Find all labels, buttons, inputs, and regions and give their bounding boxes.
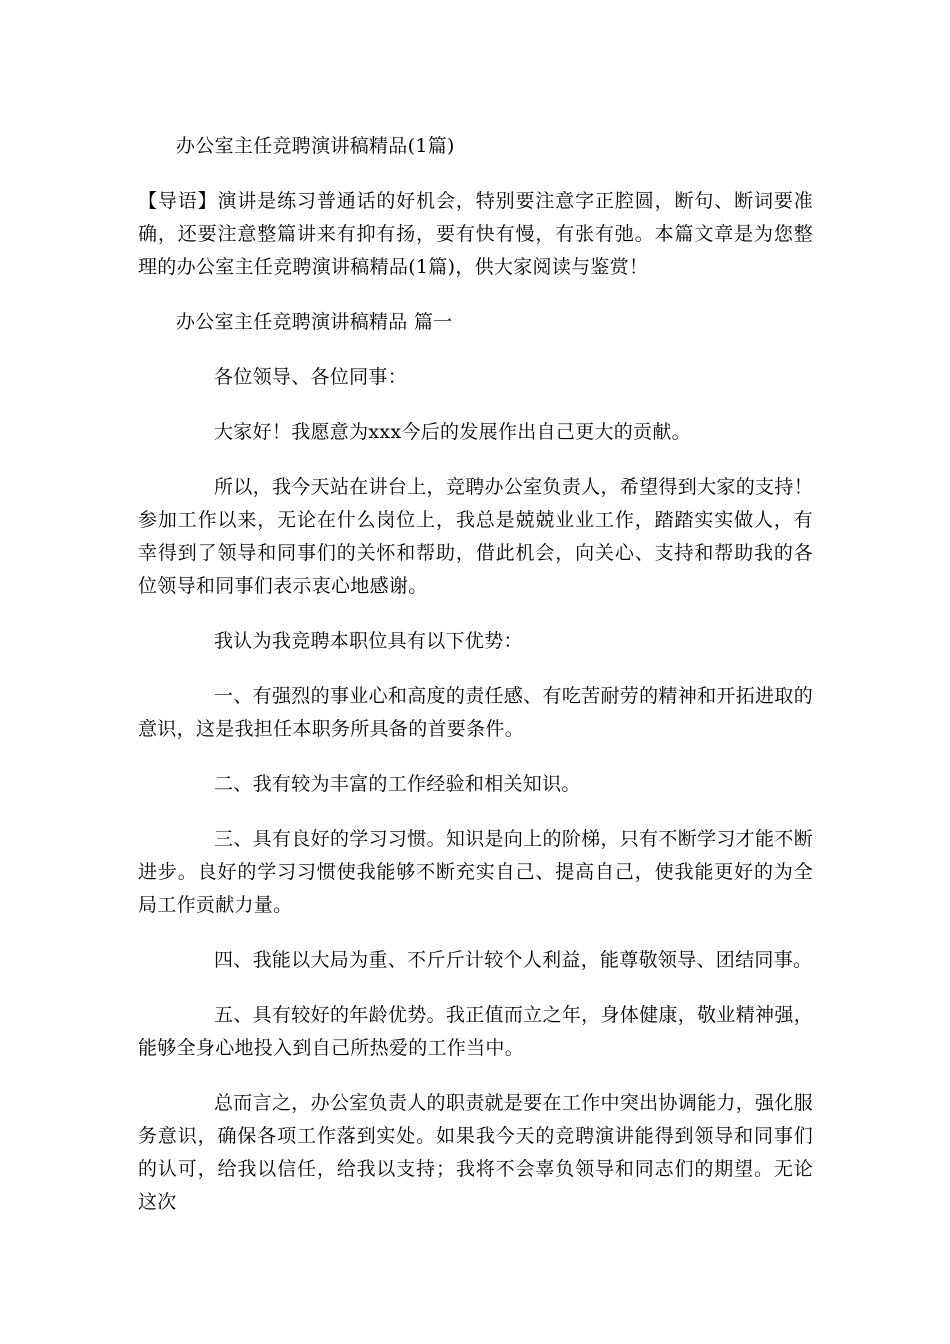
salutation: 各位领导、各位同事： — [214, 366, 408, 388]
intro-paragraph: 【导语】演讲是练习普通话的好机会，特别要注意字正腔圆，断句、断词要准确，还要注意整篇讲来有抑有扬，要有快有慢，有张有弛。本篇文章是为您整理的办公室主任竞聘演讲稿精品(1篇)，供大家阅读与鉴赏！ — [138, 190, 813, 278]
advantage-3: 三、具有良好的学习习惯。知识是向上的阶梯，只有不断学习才能不断进步。良好的学习习惯使我能够不断充实自己、提高自己，使我能更好的为全局工作贡献力量。 — [138, 828, 813, 916]
conclusion-paragraph: 总而言之，办公室负责人的职责就是要在工作中突出协调能力，强化服务意识，确保各项工作落到实处。如果我今天的竞聘演讲能得到领导和同事们的认可，给我以信任，给我以支持；我将不会辜负领导和同志们的期望。无论这次 — [138, 1092, 813, 1213]
document-title: 办公室主任竞聘演讲稿精品(1篇) — [176, 135, 455, 157]
greeting-paragraph: 大家好！我愿意为xxx今后的发展作出自己更大的贡献。 — [214, 421, 691, 443]
advantage-2: 二、我有较为丰富的工作经验和相关知识。 — [214, 773, 581, 795]
advantage-5: 五、具有较好的年龄优势。我正值而立之年，身体健康，敬业精神强，能够全身心地投入到自己所热爱的工作当中。 — [138, 1004, 813, 1059]
section-title: 办公室主任竞聘演讲稿精品 篇一 — [176, 311, 453, 333]
document-page — [138, 130, 813, 1219]
advantage-1: 一、有强烈的事业心和高度的责任感、有吃苦耐劳的精神和开拓进取的意识，这是我担任本职务所具备的首要条件。 — [138, 685, 813, 740]
body-paragraph-2: 我认为我竞聘本职位具有以下优势： — [214, 630, 523, 652]
body-paragraph-1: 所以，我今天站在讲台上，竞聘办公室负责人，希望得到大家的支持！参加工作以来，无论在什么岗位上，我总是兢兢业业工作，踏踏实实做人，有幸得到了领导和同事们的关怀和帮助，借此机会，向关心、支持和帮助我的各位领导和同事们表示衷心地感谢。 — [138, 476, 813, 597]
advantage-4: 四、我能以大局为重、不斤斤计较个人利益，能尊敬领导、团结同事。 — [214, 949, 813, 971]
